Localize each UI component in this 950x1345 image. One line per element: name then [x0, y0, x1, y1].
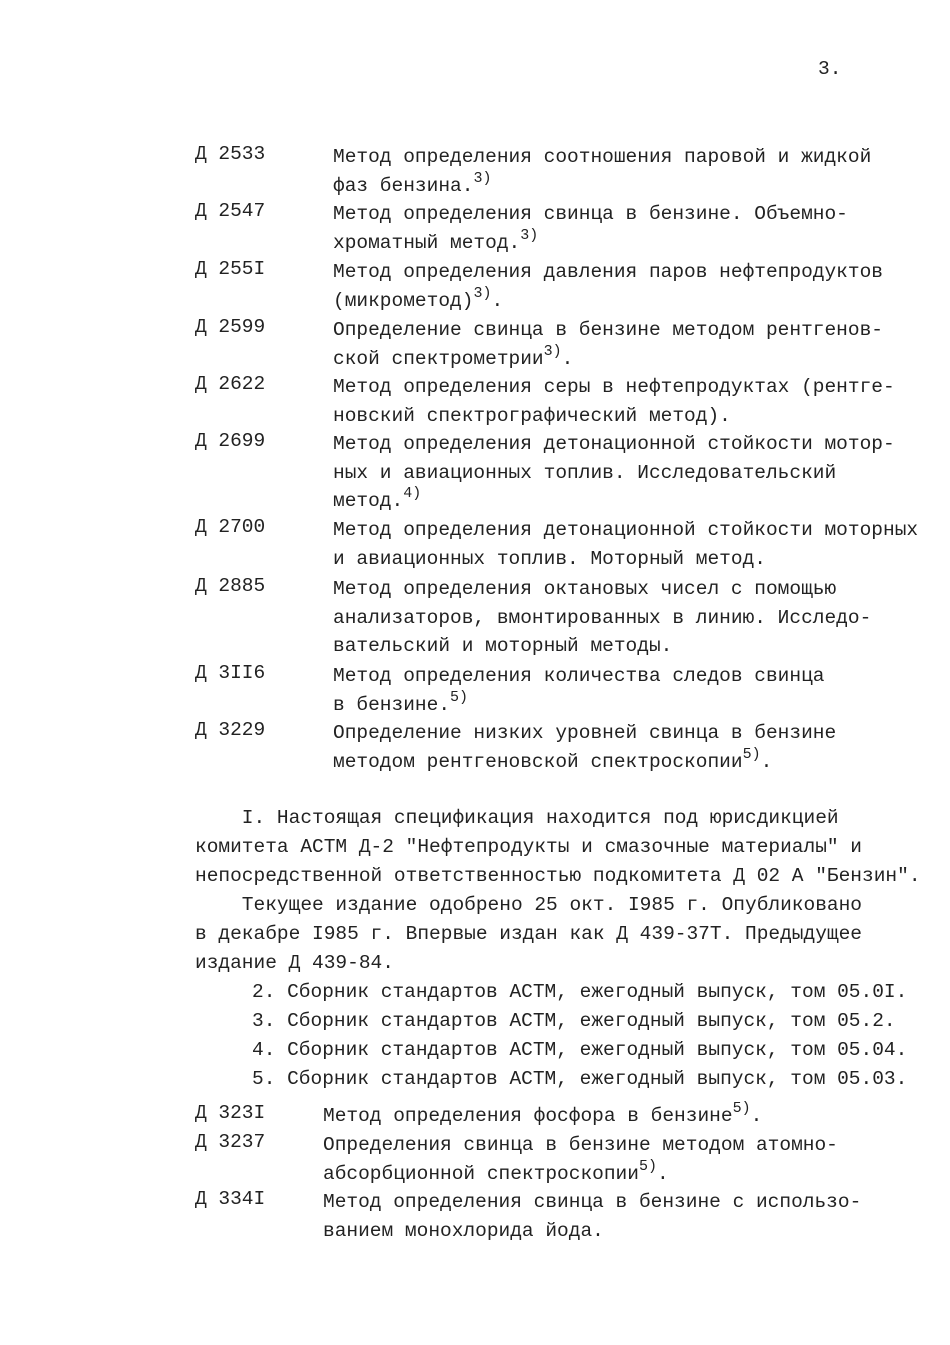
standard-description: [333, 430, 895, 516]
standard-code: Д 2700: [195, 516, 266, 538]
line-tail: .: [491, 289, 504, 312]
footnote-ref: 5): [450, 688, 469, 706]
note-references: [252, 978, 907, 1094]
standard-description: [333, 200, 848, 257]
footnote-ref: 3): [473, 284, 492, 302]
footnote-ref: 5): [732, 1100, 751, 1117]
paragraph-line: в декабре I985 г. Впервые издан как Д 439-37Т. Предыдущее: [195, 923, 863, 945]
line-text: метод.: [333, 490, 404, 513]
line-text: Метод определения детонационной стойкости мотор-: [333, 433, 895, 455]
line-text: и авиационных топлив. Моторный метод.: [333, 547, 766, 570]
page-number: 3.: [818, 58, 842, 80]
line-text: Определения свинца в бензине методом атомно-: [323, 1134, 838, 1156]
line-text: вательский и моторный методы.: [333, 635, 673, 658]
line-tail: .: [561, 347, 574, 370]
standard-description: [333, 516, 918, 573]
note-jurisdiction: [195, 804, 921, 891]
line-text: Определение свинца в бензине методом рентгенов-: [333, 319, 883, 341]
description-line: [333, 169, 871, 201]
paragraph-line: Текущее издание одобрено 25 окт. I985 г. Опубликовано: [195, 894, 863, 916]
description-line: [333, 200, 848, 229]
description-line: [333, 604, 871, 633]
line-text: Метод определения свинца в бензине с использо-: [323, 1191, 862, 1213]
line-text: ных и авиационных топлив. Исследовательский: [333, 461, 837, 484]
standard-code: Д 323I: [195, 1102, 266, 1124]
standard-code: Д 2699: [195, 430, 266, 452]
description-line: [333, 316, 883, 345]
description-line: [333, 545, 918, 574]
paragraph-line: 4. Сборник стандартов АСТМ, ежегодный выпуск, том 05.04.: [252, 1039, 908, 1061]
standard-description: [333, 258, 883, 315]
line-text: методом рентгеновской спектроскопии: [333, 750, 743, 773]
description-line: [333, 373, 895, 402]
standard-code: Д 2622: [195, 373, 266, 395]
line-text: ванием монохлорида йода.: [323, 1219, 604, 1242]
line-tail: .: [760, 750, 773, 773]
line-text: абсорбционной спектроскопии: [323, 1162, 639, 1185]
line-text: Метод определения соотношения паровой и жидкой: [333, 146, 872, 168]
line-text: в бензине.: [333, 693, 451, 716]
standard-code: Д 2885: [195, 575, 266, 597]
standard-description: [333, 373, 895, 430]
standard-description: [323, 1102, 762, 1131]
description-line: [333, 487, 895, 516]
note-edition: [195, 891, 862, 978]
footnote-ref: 3): [520, 226, 539, 244]
line-text: (микрометод): [333, 289, 474, 312]
description-line: [333, 662, 824, 691]
description-line: [333, 516, 918, 545]
description-line: [323, 1188, 861, 1217]
line-text: анализаторов, вмонтированных в линию. Исследо-: [333, 606, 872, 629]
description-line: [333, 632, 871, 661]
standard-description: [333, 719, 836, 776]
line-text: Метод определения фосфора в бензине: [323, 1105, 733, 1127]
standard-description: [333, 662, 824, 719]
line-text: Определение низких уровней свинца в бензине: [333, 722, 837, 744]
line-text: Метод определения октановых чисел с помощью: [333, 578, 837, 600]
standard-code: Д 2533: [195, 143, 266, 165]
line-text: Метод определения свинца в бензине. Объемно-: [333, 203, 848, 225]
description-line: [323, 1217, 861, 1246]
line-tail: .: [750, 1105, 763, 1127]
standard-code: Д 3229: [195, 719, 266, 741]
line-text: Метод определения серы в нефтепродуктах (рентге-: [333, 376, 895, 398]
paragraph-line: I. Настоящая спецификация находится под юрисдикцией: [195, 807, 839, 829]
paragraph-line: 5. Сборник стандартов АСТМ, ежегодный выпуск, том 05.03.: [252, 1068, 908, 1090]
description-line: [323, 1157, 838, 1189]
line-text: Метод определения количества следов свинца: [333, 665, 825, 687]
description-line: [333, 688, 824, 720]
footnote-ref: 3): [473, 169, 492, 187]
description-line: [333, 430, 895, 459]
standard-description: [333, 143, 871, 200]
description-line: [333, 575, 871, 604]
description-line: [323, 1102, 762, 1131]
standard-code: Д 2547: [195, 200, 266, 222]
footnote-ref: 4): [403, 485, 422, 503]
paragraph-line: издание Д 439-84.: [195, 952, 394, 974]
line-text: новский спектрографический метод).: [333, 404, 731, 427]
standard-description: [333, 316, 883, 373]
line-text: ской спектрометрии: [333, 347, 544, 370]
paragraph-line: комитета АСТМ Д-2 "Нефтепродукты и смазочные материалы" и: [195, 836, 863, 858]
standard-code: Д 334I: [195, 1188, 266, 1210]
paragraph-line: 2. Сборник стандартов АСТМ, ежегодный выпуск, том 05.0I.: [252, 981, 908, 1003]
description-line: [333, 459, 895, 488]
description-line: [323, 1131, 838, 1160]
description-line: [333, 719, 836, 748]
description-line: [333, 143, 871, 172]
footnote-ref: 5): [742, 745, 761, 763]
standard-description: [333, 575, 871, 661]
description-line: [333, 226, 848, 258]
line-text: фаз бензина.: [333, 174, 474, 197]
description-line: [333, 284, 883, 316]
standard-code: Д 3II6: [195, 662, 266, 684]
standard-description: [323, 1188, 861, 1245]
footnote-ref: 3): [543, 342, 562, 360]
line-text: Метод определения детонационной стойкости моторных: [333, 519, 919, 541]
description-line: [333, 258, 883, 287]
standard-code: Д 3237: [195, 1131, 266, 1153]
standard-description: [323, 1131, 838, 1188]
footnote-ref: 5): [638, 1157, 657, 1175]
description-line: [333, 342, 883, 374]
standard-code: Д 2599: [195, 316, 266, 338]
description-line: [333, 402, 895, 431]
line-text: хроматный метод.: [333, 231, 521, 254]
line-text: Метод определения давления паров нефтепродуктов: [333, 261, 883, 283]
standard-code: Д 255I: [195, 258, 266, 280]
paragraph-line: 3. Сборник стандартов АСТМ, ежегодный выпуск, том 05.2.: [252, 1010, 896, 1032]
paragraph-line: непосредственной ответственностью подкомитета Д 02 А "Бензин".: [195, 865, 921, 887]
line-tail: .: [656, 1162, 669, 1185]
description-line: [333, 745, 836, 777]
